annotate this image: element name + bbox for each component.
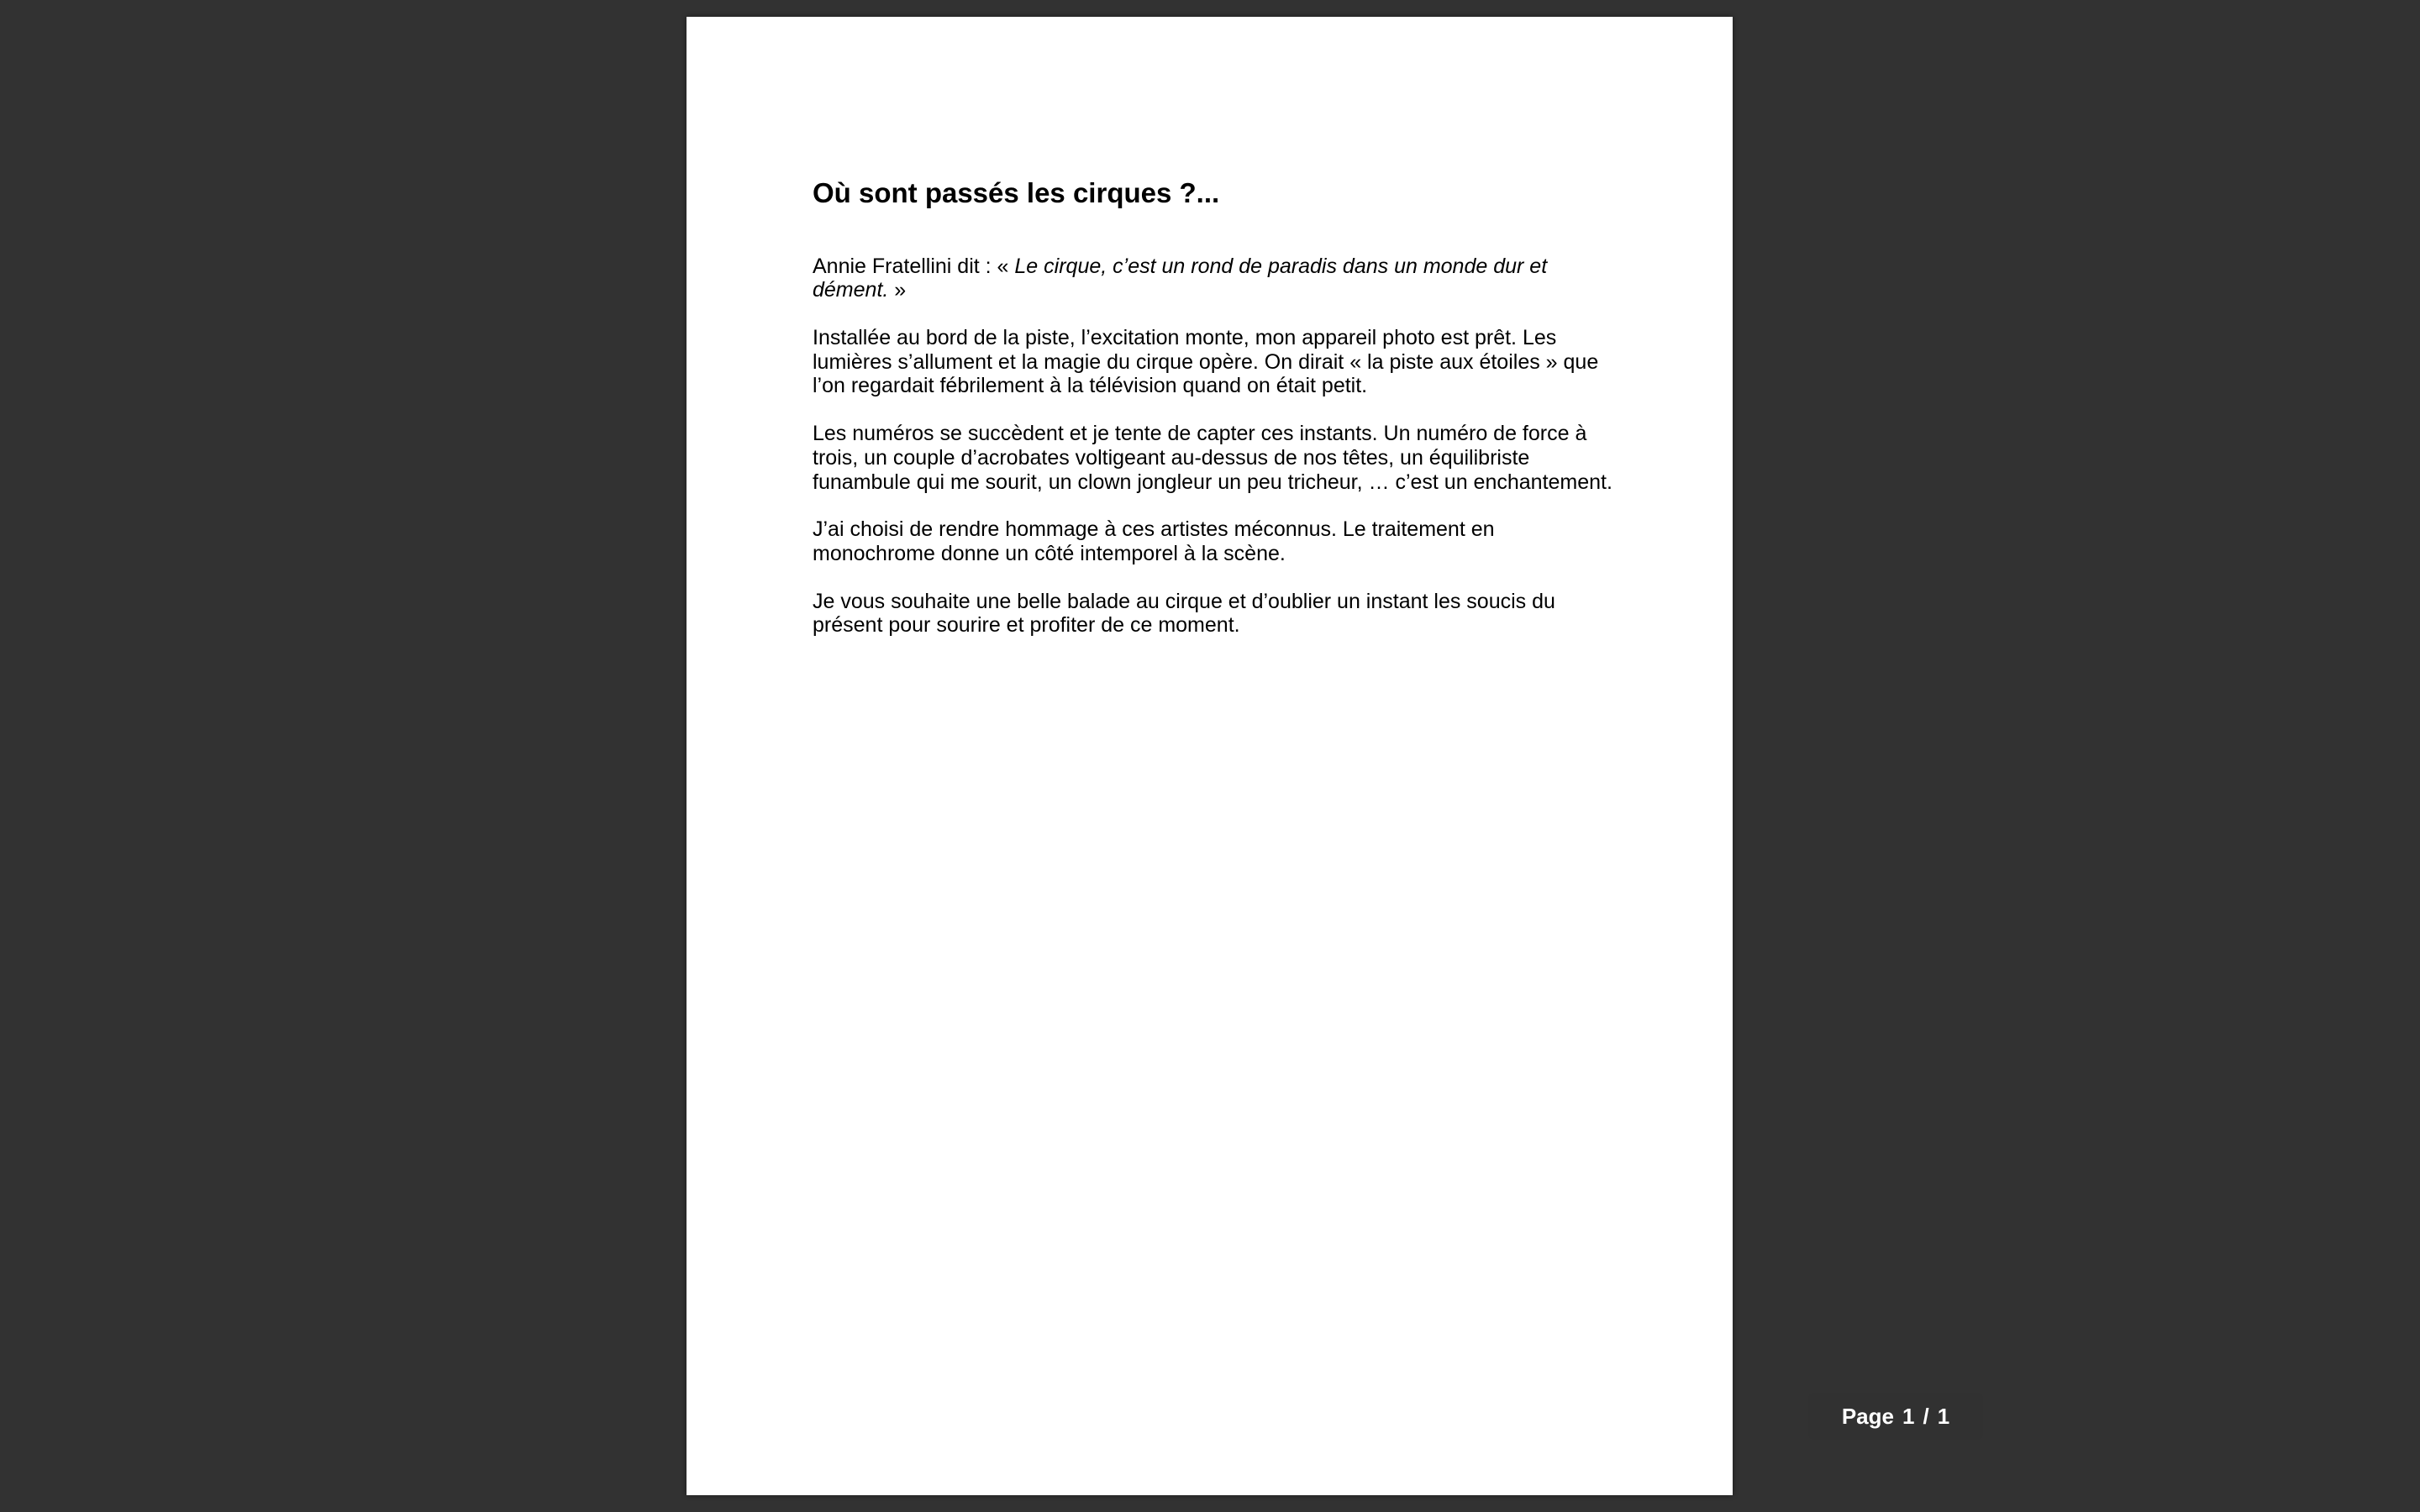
quote-paragraph	[813, 255, 1619, 302]
page-indicator-current: 1	[1902, 1403, 1915, 1429]
quote-text: Le cirque, c’est un rond de paradis dans un monde dur et dément.	[813, 254, 1548, 302]
quote-intro: Annie Fratellini dit : «	[813, 254, 1015, 278]
page-title: Où sont passés les cirques ?...	[813, 177, 1220, 208]
page-indicator-total: 1	[1937, 1403, 1950, 1429]
document-page	[687, 17, 1950, 1495]
body-paragraph-2: Les numéros se succèdent et je tente de capter ces instants. Un numéro de force à trois, un couple d’acrobates voltigeant au-dessus de nos têtes, un équilibriste funambule qui me sourit, un clown jongleur un peu tricheur, … c’est un enchantement.	[813, 422, 1612, 494]
page-indicator-separator: /	[1923, 1403, 1929, 1429]
body-paragraph-1: Installée au bord de la piste, l’excitation monte, mon appareil photo est prêt. Les lumières s’allument et la magie du cirque opère. On dirait « la piste aux étoiles » que l’on regardait fébrilement à la télévision quand on était petit.	[813, 326, 1599, 398]
body-paragraph-4: Je vous souhaite une belle balade au cirque et d’oublier un instant les soucis du présent pour sourire et profiter de ce moment.	[813, 589, 1555, 638]
page-indicator[interactable]	[1808, 1393, 1983, 1440]
quote-outro: »	[888, 278, 907, 302]
page-content	[813, 176, 1619, 661]
body-paragraph-3: J’ai choisi de rendre hommage à ces artistes méconnus. Le traitement en monochrome donne un côté intemporel à la scène.	[813, 517, 1495, 565]
page-indicator-label: Page	[1841, 1403, 1894, 1429]
